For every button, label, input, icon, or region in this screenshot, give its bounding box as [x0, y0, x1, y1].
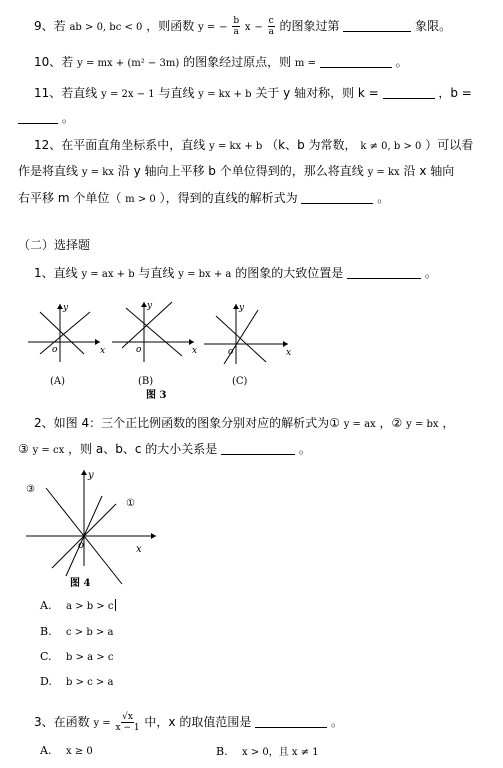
- c2-opt-b-label: B.: [40, 625, 52, 638]
- c3-y: y =: [93, 718, 111, 729]
- c1-line1: y = ax + b: [81, 269, 135, 280]
- q12-text7: 右平移 m 个单位（: [18, 191, 122, 205]
- q10-tail: 的图象经过原点，则: [183, 55, 292, 69]
- q9-condition: ab > 0, bc < 0: [69, 22, 143, 33]
- choice-question-2-line2: [18, 441, 311, 459]
- q12-text4: 作是将直线: [18, 164, 79, 178]
- q11-b: ，b =: [438, 86, 472, 100]
- q12-text6: 沿 x 轴向: [403, 164, 455, 178]
- question-12-line2: [18, 163, 454, 181]
- fig3c-line1: [216, 316, 266, 362]
- q12-eq2: y = kx: [81, 167, 114, 178]
- fig3-label-b: (B): [138, 376, 154, 387]
- fig3c-y-label: y: [239, 303, 245, 313]
- c2-end: 。: [298, 442, 311, 456]
- q10-number: 10、若: [34, 55, 74, 69]
- q9-minus: −: [219, 22, 228, 33]
- c1-line2: y = bx + a: [178, 269, 232, 280]
- c2-opt-d-text: b > c > a: [66, 677, 114, 688]
- q12-text1: 12、在平面直角坐标系中，直线: [34, 138, 206, 152]
- c2-circle3: ③: [18, 442, 29, 456]
- c1-tail: 的图象的大致位置是: [235, 266, 344, 280]
- c2-text2: ，则 a、b、c 的大小关系是: [68, 442, 218, 456]
- fig3-caption: 图 3: [146, 390, 167, 401]
- q10-expr: y = mx + (m² − 3m): [77, 58, 180, 69]
- fig4-x-label: x: [136, 544, 142, 555]
- q9-y: y =: [198, 22, 216, 33]
- fig4-marker-1: ①: [126, 498, 135, 509]
- fig4-y-label: y: [88, 470, 94, 481]
- question-11: [34, 85, 472, 103]
- c2-opt-b-text: c > b > a: [66, 627, 114, 638]
- c3-option-b[interactable]: [216, 743, 319, 758]
- q9-number: 9、若: [34, 19, 66, 33]
- c2-opt-c-text: b > a > c: [66, 652, 114, 663]
- c3-end: 。: [331, 715, 344, 729]
- fig3b-y-label: y: [147, 301, 153, 311]
- c2-opt-c-label: C.: [40, 650, 52, 663]
- q9-x: x: [244, 22, 251, 33]
- q11-end: 。: [61, 111, 74, 125]
- fig3b-x-label: x: [192, 346, 198, 356]
- q12-cond: k ≠ 0, b > 0: [360, 141, 422, 152]
- q12-text5: 沿 y 轴向上平移 b 个单位得到的，那么将直线: [117, 164, 364, 178]
- choice-question-3: [34, 712, 343, 733]
- q9-text: ，则函数: [146, 19, 195, 33]
- c2-opt-a-label: A.: [40, 599, 52, 612]
- q12-answer-blank[interactable]: [301, 191, 373, 204]
- choice-question-1: [34, 265, 437, 283]
- q12-line-eq: y = kx + b: [209, 141, 263, 152]
- fig3c-origin: o: [228, 347, 234, 357]
- fig3b-line2: [126, 308, 182, 356]
- c2-option-a[interactable]: [40, 598, 116, 612]
- fig4-marker-3: ③: [26, 484, 35, 495]
- fig3-label-c: (C): [232, 376, 248, 387]
- fig3c-x-label: x: [286, 348, 292, 358]
- c1-number: 1、直线: [34, 266, 78, 280]
- c2-eq2: y = bx: [406, 419, 439, 430]
- fig3a-line2: [40, 312, 90, 354]
- c3-fraction: $\frac{√x}{x - 1}$: [115, 712, 140, 733]
- c3-opt-a-label: A.: [40, 744, 52, 757]
- q9-answer-blank[interactable]: [343, 19, 411, 32]
- c3-opt-a-text: x ≥ 0: [66, 746, 93, 757]
- c1-text: 与直线: [138, 266, 175, 280]
- c2-option-d[interactable]: [40, 674, 113, 688]
- q10-m: m =: [294, 58, 316, 69]
- q11-b-blank[interactable]: [18, 111, 58, 124]
- fig3-label-a: (A): [50, 376, 66, 387]
- fig3a-origin: o: [52, 345, 58, 355]
- q12-text2: （k、b 为常数，: [266, 138, 357, 152]
- question-10: [34, 54, 408, 72]
- c2-opt-d-label: D.: [40, 675, 52, 688]
- q12-end: 。: [377, 191, 390, 205]
- c2-eq1: y = ax: [343, 419, 376, 430]
- figure-3: [22, 292, 302, 402]
- q11-line2: y = kx + b: [198, 89, 252, 100]
- q9-frac-c-a: $\frac{c}{a}$: [268, 16, 274, 37]
- q9-end: 象限。: [415, 19, 452, 33]
- c2-text1: 2、如图 4：三个正比例函数的图象分别对应的解析式为①: [34, 416, 340, 430]
- c2-sep2: ，: [442, 416, 455, 430]
- q10-end: 。: [395, 55, 408, 69]
- q11-number: 11、若直线: [34, 86, 98, 100]
- q11-k-blank[interactable]: [383, 86, 435, 99]
- c2-opt-a-text: a > b > c: [66, 601, 114, 612]
- fig4-origin: o: [78, 540, 85, 551]
- q9-tail: 的图象过第: [279, 19, 340, 33]
- text-cursor: [115, 599, 116, 611]
- c3-option-a[interactable]: [40, 743, 93, 757]
- section-heading: （二）选择题: [18, 238, 91, 252]
- c3-answer-blank[interactable]: [255, 715, 327, 728]
- q12-text8: ），得到的直线的解析式为: [159, 191, 298, 205]
- q9-frac-b-a: $\frac{b}{a}$: [233, 16, 240, 37]
- c2-sep1: ，②: [379, 416, 403, 430]
- choice-question-2-line1: [34, 415, 454, 433]
- c3-number: 3、在函数: [34, 715, 90, 729]
- fig4-caption: 图 4: [70, 578, 91, 589]
- question-11-cont: [18, 110, 74, 126]
- fig3a-x-label: x: [100, 346, 106, 356]
- q11-text1: 与直线: [158, 86, 195, 100]
- c3-opt-b-text: x > 0，且 x ≠ 1: [242, 747, 319, 758]
- c3-opt-b-label: B.: [216, 745, 228, 758]
- q9-minus2: −: [254, 22, 263, 33]
- c2-option-b[interactable]: [40, 624, 113, 638]
- q11-text2: 关于 y 轴对称，则 k =: [255, 86, 379, 100]
- q12-eq3: y = kx: [367, 167, 400, 178]
- q12-text3: ）可以看: [425, 138, 474, 152]
- question-12-line3: [18, 190, 389, 208]
- c3-text: 中，x 的取值范围是: [144, 715, 252, 729]
- c2-answer-blank[interactable]: [221, 442, 295, 455]
- c1-answer-blank[interactable]: [347, 266, 421, 279]
- fig3b-origin: o: [136, 345, 142, 355]
- c2-eq3: y = cx: [32, 445, 65, 456]
- q12-cond2: m > 0: [125, 194, 156, 205]
- fig3a-line1: [40, 312, 84, 354]
- c2-option-c[interactable]: [40, 649, 113, 663]
- q11-line1: y = 2x − 1: [101, 89, 155, 100]
- fig3a-y-label: y: [63, 303, 69, 313]
- question-12-line1: [34, 137, 473, 155]
- figure-4: [22, 466, 162, 590]
- question-9: [34, 16, 451, 37]
- q10-answer-blank[interactable]: [320, 55, 392, 68]
- c1-end: 。: [424, 266, 437, 280]
